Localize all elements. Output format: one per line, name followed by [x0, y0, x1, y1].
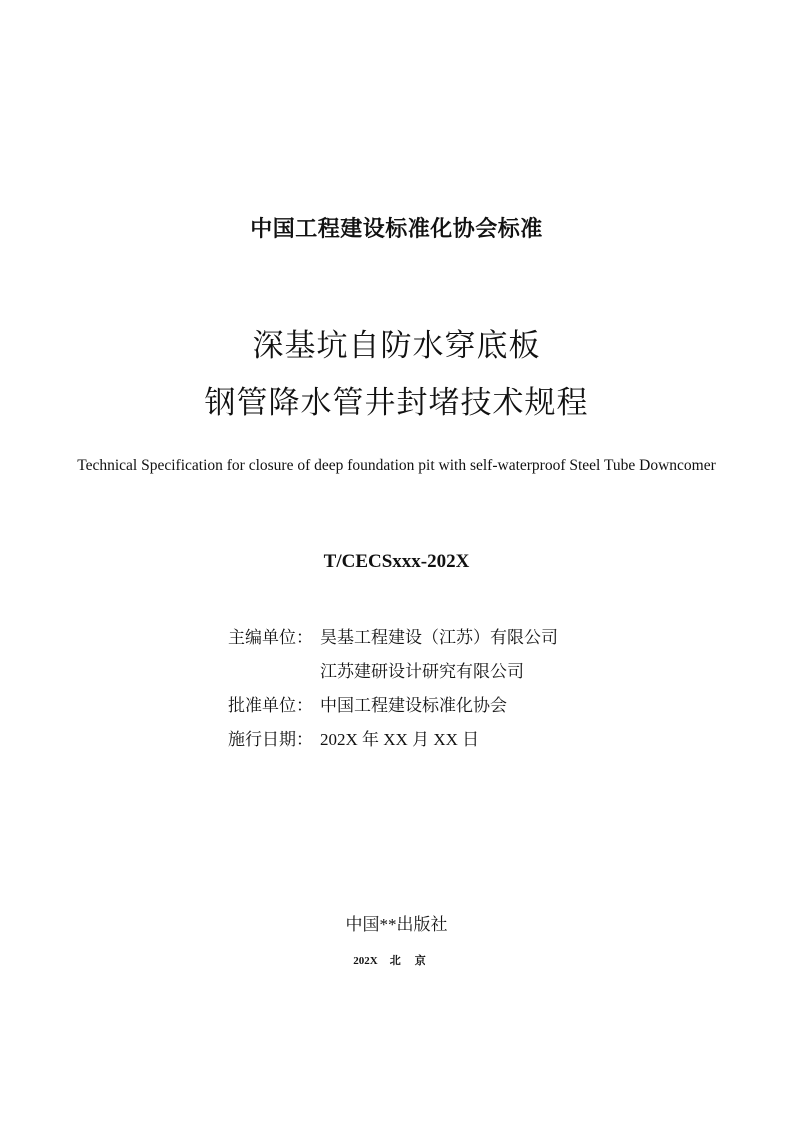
- effective-date-value: 202X 年 XX 月 XX 日: [320, 730, 480, 749]
- publication-place: [0, 952, 793, 968]
- publisher-name: 中国**出版社: [345, 915, 448, 934]
- approval-unit: 中国工程建设标准化协会: [320, 696, 507, 715]
- document-title-line-2: 钢管降水管井封堵技术规程: [204, 385, 589, 421]
- publication-year: 202X: [353, 955, 378, 967]
- organization-standard-heading: 中国工程建设标准化协会标准: [250, 217, 543, 242]
- issuing-info: [228, 626, 558, 762]
- publication-city: 北京: [389, 955, 440, 967]
- chief-editor-label: 主编单位：: [228, 628, 313, 647]
- chief-editor-row-2: [228, 660, 558, 694]
- chief-editor-row: [228, 626, 558, 660]
- english-title: Technical Specification for closure of deep foundation pit with self-waterproof Steel Tube Downcomer: [77, 457, 716, 474]
- standard-code: T/CECSxxx-202X: [323, 551, 470, 572]
- approval-label: 批准单位：: [228, 696, 313, 715]
- effective-date-label: 施行日期：: [228, 730, 313, 749]
- approval-row: [228, 694, 558, 728]
- chief-editor-unit-2: 江苏建研设计研究有限公司: [320, 662, 524, 681]
- document-title-line-1: 深基坑自防水穿底板: [252, 328, 541, 364]
- effective-date-row: [228, 728, 558, 762]
- chief-editor-unit-1: 昊基工程建设（江苏）有限公司: [320, 628, 558, 647]
